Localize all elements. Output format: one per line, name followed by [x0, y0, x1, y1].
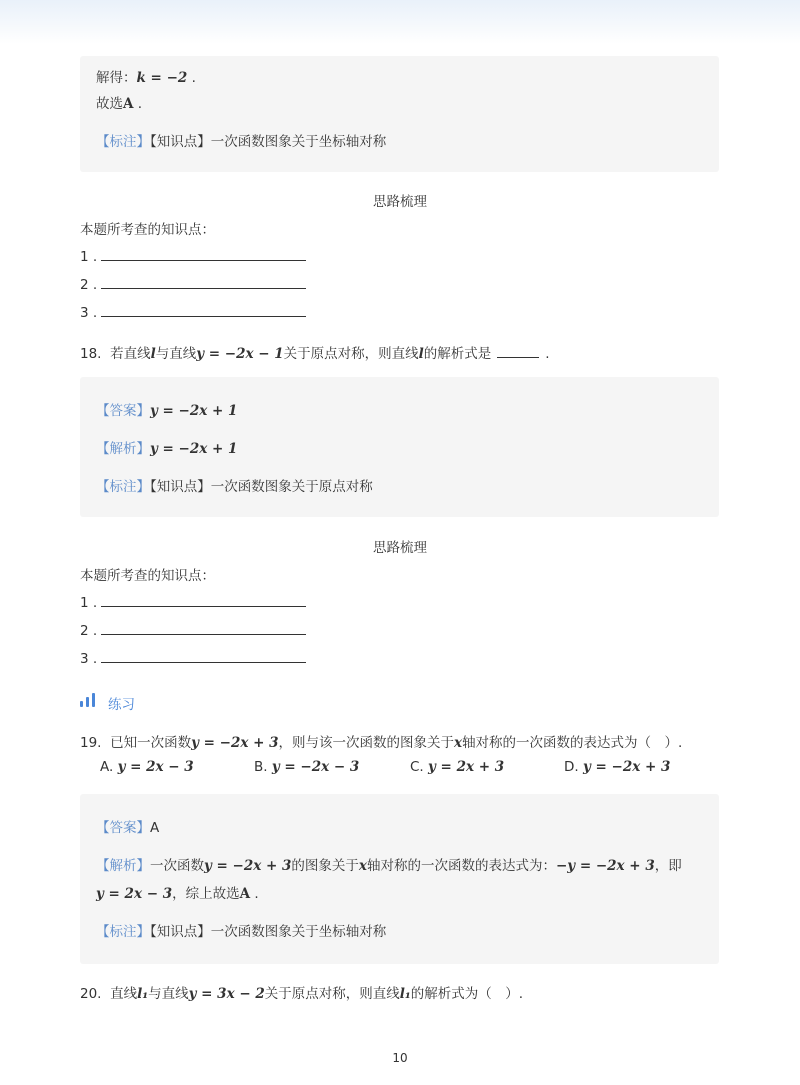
question-number: 19.: [80, 735, 102, 751]
question-18: 18. 若直线l与直线y = −2x − 1关于原点对称，则直线l的解析式是 .: [80, 342, 550, 362]
knowledge-point: 【知识点】一次函数图象关于坐标轴对称: [150, 924, 387, 940]
blank-item-3: 3 .: [80, 302, 306, 321]
choose-prefix: 故选: [96, 96, 123, 112]
blank-line[interactable]: [101, 648, 306, 663]
section-title: 思路梳理: [373, 540, 427, 556]
tag-line: [96, 475, 373, 495]
blank-line[interactable]: [101, 274, 306, 289]
option-d[interactable]: D. y = −2x + 3: [564, 759, 671, 775]
solve-prefix: 解得：: [96, 70, 137, 86]
blank-line[interactable]: [101, 302, 306, 317]
section-intro: 本题所考查的知识点：: [80, 222, 215, 238]
answer-line: [96, 399, 237, 419]
answer-blank[interactable]: [497, 343, 539, 358]
answer-label: 【答案】: [96, 820, 150, 836]
bar-chart-icon: [80, 693, 98, 707]
question-equation: y = 3x − 2: [188, 986, 265, 1002]
question-equation: y = −2x − 1: [196, 346, 284, 362]
blank-line[interactable]: [101, 246, 306, 261]
blank-item-2: 2 .: [80, 620, 306, 639]
blank-item-1: 1 .: [80, 592, 306, 611]
section-intro: 本题所考查的知识点：: [80, 568, 215, 584]
choose-line: [96, 92, 142, 112]
answer-box-18: [80, 377, 719, 517]
question-19: 19. 已知一次函数y = −2x + 3，则与该一次函数的图象关于x轴对称的一次函数的表达式为（ ）.: [80, 735, 683, 751]
answer-line: [96, 816, 159, 836]
tag-line: [96, 130, 386, 150]
analysis-line-1: 【解析】一次函数y = −2x + 3的图象关于x轴对称的一次函数的表达式为：−y = −2x + 3，即: [96, 858, 682, 874]
page-header-band: [0, 0, 800, 44]
knowledge-point: 【知识点】一次函数图象关于坐标轴对称: [150, 134, 387, 150]
practice-title: 练习: [108, 697, 135, 713]
answer-box-19: [80, 794, 719, 964]
option-a[interactable]: A. y = 2x − 3: [100, 759, 194, 775]
analysis-line: [96, 437, 237, 457]
answer-math: y = −2x + 1: [150, 403, 238, 419]
knowledge-point: 【知识点】一次函数图象关于原点对称: [150, 479, 373, 495]
tag-line: [96, 920, 386, 940]
tag-label: 【标注】: [96, 479, 150, 495]
blank-item-2: 2 .: [80, 274, 306, 293]
blank-item-1: 1 .: [80, 246, 306, 265]
page-number: 10: [392, 1051, 408, 1065]
blank-line[interactable]: [101, 592, 306, 607]
blank-item-3: 3 .: [80, 648, 306, 667]
question-20: 20. 直线l₁与直线y = 3x − 2关于原点对称，则直线l₁的解析式为（ ）.: [80, 986, 524, 1002]
analysis-label: 【解析】: [96, 858, 150, 874]
question-number: 20.: [80, 986, 102, 1002]
answer-box-17: [80, 56, 719, 172]
analysis-label: 【解析】: [96, 441, 150, 457]
section-title: 思路梳理: [373, 194, 427, 210]
tag-label: 【标注】: [96, 134, 150, 150]
question-number: 18.: [80, 346, 102, 362]
solve-math: k = −2: [136, 70, 188, 86]
answer-label: 【答案】: [96, 403, 150, 419]
solve-suffix: .: [187, 70, 196, 86]
tag-label: 【标注】: [96, 924, 150, 940]
choose-suffix: .: [133, 96, 143, 112]
answer-value: A: [150, 820, 160, 836]
question-equation: y = −2x + 3: [191, 735, 279, 751]
choose-letter: A: [123, 96, 134, 112]
blank-line[interactable]: [101, 620, 306, 635]
analysis-math: y = −2x + 1: [150, 441, 238, 457]
option-b[interactable]: B. y = −2x − 3: [254, 759, 360, 775]
option-c[interactable]: C. y = 2x + 3: [410, 759, 505, 775]
analysis-line-2: y = 2x − 3，综上故选A .: [96, 886, 259, 902]
solve-line: [96, 66, 196, 86]
